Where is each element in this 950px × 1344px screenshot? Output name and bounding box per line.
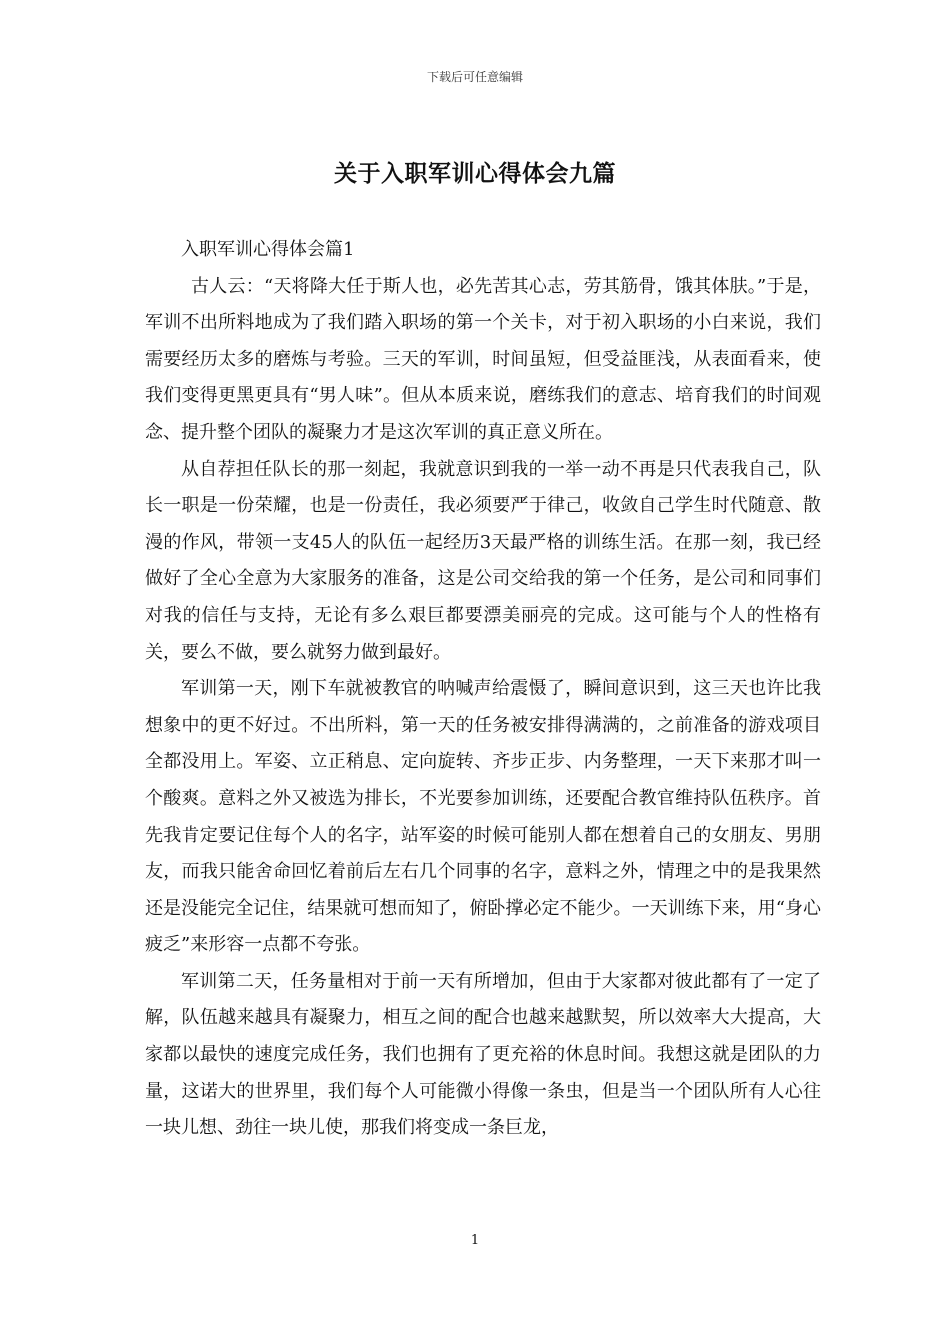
document-title: 关于入职军训心得体会九篇 bbox=[334, 160, 616, 187]
paragraph-3: 军训第一天，刚下车就被教官的呐喊声给震慑了，瞬间意识到，这三天也许比我想象中的更不好过。不出所料，第一天的任务被安排得满满的，之前准备的游戏项目全都没用上。军姿、立正稍息、定向旋转、齐步正步、内务整理，一天下来那才叫一个酸爽。意料之外又被选为排长，不光要参加训练，还要配合教官维持队伍秩序。首先我肯定要记住每个人的名字，站军姿的时候可能别人都在想着自己的女朋友、男朋友，而我只能舍命回忆着前后左右几个同事的名字，意料之外，情理之中的是我果然还是没能完全记住，结果就可想而知了，俯卧撑必定不能少。一天训练下来，用“身心疲乏”来形容一点都不夸张。 bbox=[145, 678, 821, 956]
document-body bbox=[145, 232, 821, 1147]
page-number: 1 bbox=[470, 1233, 480, 1248]
paragraph-2: 从自荐担任队长的那一刻起，我就意识到我的一举一动不再是只代表我自己，队长一职是一份荣耀，也是一份责任，我必须要严于律己，收敛自己学生时代随意、散漫的作风，带领一支45人的队伍一起经历3天最严格的训练生活。在那一刻，我已经做好了全心全意为大家服务的准备，这是公司交给我的第一个任务，是公司和同事们对我的信任与支持，无论有多么艰巨都要漂美丽亮的完成。这可能与个人的性格有关，要么不做，要么就努力做到最好。 bbox=[145, 458, 821, 663]
header-note: 下载后可任意编辑 bbox=[426, 70, 523, 84]
paragraph-1: 古人云：“天将降大任于斯人也，必先苦其心志，劳其筋骨，饿其体肤。”于是，军训不出所料地成为了我们踏入职场的第一个关卡，对于初入职场的小白来说，我们需要经历太多的磨炼与考验。三天的军训，时间虽短，但受益匪浅，从表面看来，使我们变得更黑更具有“男人味”。但从本质来说，磨练我们的意志、培育我们的时间观念、提升整个团队的凝聚力才是这次军训的真正意义所在。 bbox=[145, 275, 821, 443]
section-heading: 入职军训心得体会篇1 bbox=[181, 239, 355, 260]
paragraph-4: 军训第二天，任务量相对于前一天有所增加，但由于大家都对彼此都有了一定了解，队伍越来越具有凝聚力，相互之间的配合也越来越默契，所以效率大大提高，大家都以最快的速度完成任务，我们也拥有了更充裕的休息时间。我想这就是团队的力量，这诺大的世界里，我们每个人可能微小得像一条虫，但是当一个团队所有人心往一块儿想、劲往一块儿使，那我们将变成一条巨龙， bbox=[145, 970, 821, 1139]
